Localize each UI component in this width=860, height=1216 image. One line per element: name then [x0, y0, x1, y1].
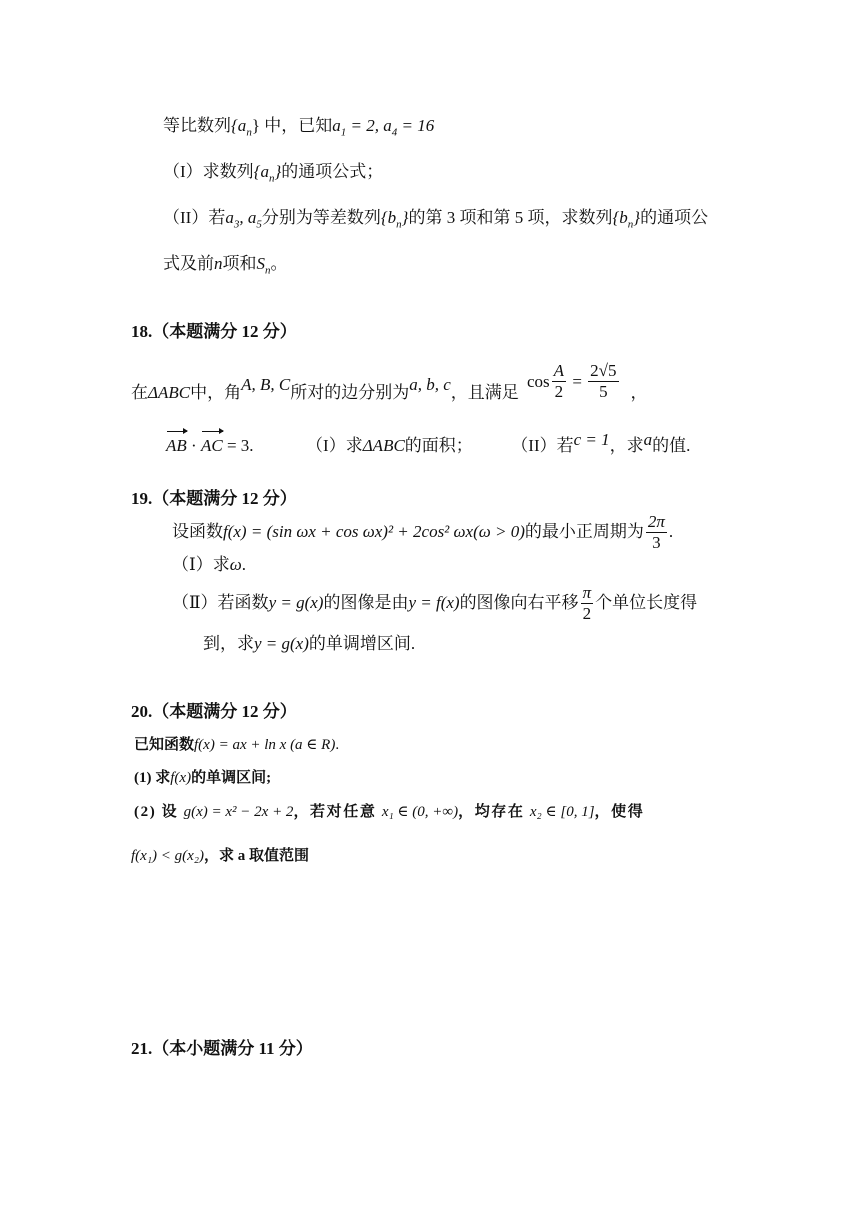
p17-line-2: （I）求数列$\{a_n\}$的通项公式； [163, 162, 384, 185]
dot-product: AB · AC = 3 [166, 436, 249, 455]
p20-line-4: f(x₁) < g(x₂)，求 a 取值范围 [131, 848, 310, 864]
p20-line-1: 已知函数f(x) = ax + ln x (a ∈ R). [134, 737, 340, 753]
p18-line-2: AB · AC = 3. （I）求ΔABC的面积； （II）若c = 1，求a的值. [166, 434, 690, 458]
fraction-a-over-2: $\frac{A}{2}$ [553, 361, 565, 402]
p18-line-1: 在ΔABC中，角A, B, C所对的边分别为a, b, c，且满足 cos $\frac{A}{2}$ = $\frac{2√5}{5}$ ， [131, 365, 648, 419]
p18-heading: 18.（本题满分 12 分） [131, 322, 297, 341]
half-angle-cos-formula: cos $\frac{A}{2}$ = $\frac{2√5}{5}$ [527, 361, 617, 402]
p19-line-1: 设函数f(x) = (sin ωx + cos ωx)² + 2cos² ωx(ω > 0)的最小正周期为 $\frac{2\pi}{3}$ . [172, 511, 674, 552]
fraction-2root5-over-5: $\frac{2√5}{5}$ [590, 361, 617, 402]
p21-heading: 21.（本小题满分 11 分） [131, 1039, 313, 1058]
p20-line-2: (1) 求f(x)的单调区间; [134, 770, 272, 786]
p19-line-2: （Ⅰ）求ω. [172, 555, 246, 574]
p19-line-3: （Ⅱ）若函数y = g(x)的图像是由y = f(x)的图像向右平移 $\frac{\pi}{2}$ 个单位长度得 [172, 582, 698, 623]
p17-line-1: 等比数列$\{a_n\}$ 中，已知$a_1 = 2$, $a_4 = 16$ [163, 116, 435, 139]
p20-line-3: (2) 设 g(x) = x² − 2x + 2，若对任意 x₁ ∈ (0, +∞)，均存在 x₂ ∈ [0, 1]，使得 [134, 804, 645, 820]
fraction-pi-over-2: $\frac{\pi}{2}$ [582, 582, 592, 623]
p19-heading: 19.（本题满分 12 分） [131, 489, 297, 508]
fraction-2pi-over-3: $\frac{2\pi}{3}$ [647, 511, 665, 552]
p17-line-3: （II）若$a_3$, $a_5$分别为等差数列$\{b_n\}$的第 3 项和第 5 项，求数列$\{b_n\}$的通项公 [163, 208, 709, 231]
p20-heading: 20.（本题满分 12 分） [131, 702, 297, 721]
p17-line-4: 式及前n项和$S_n$。 [163, 254, 288, 277]
p19-line-4: 到，求y = g(x)的单调增区间. [203, 634, 416, 653]
